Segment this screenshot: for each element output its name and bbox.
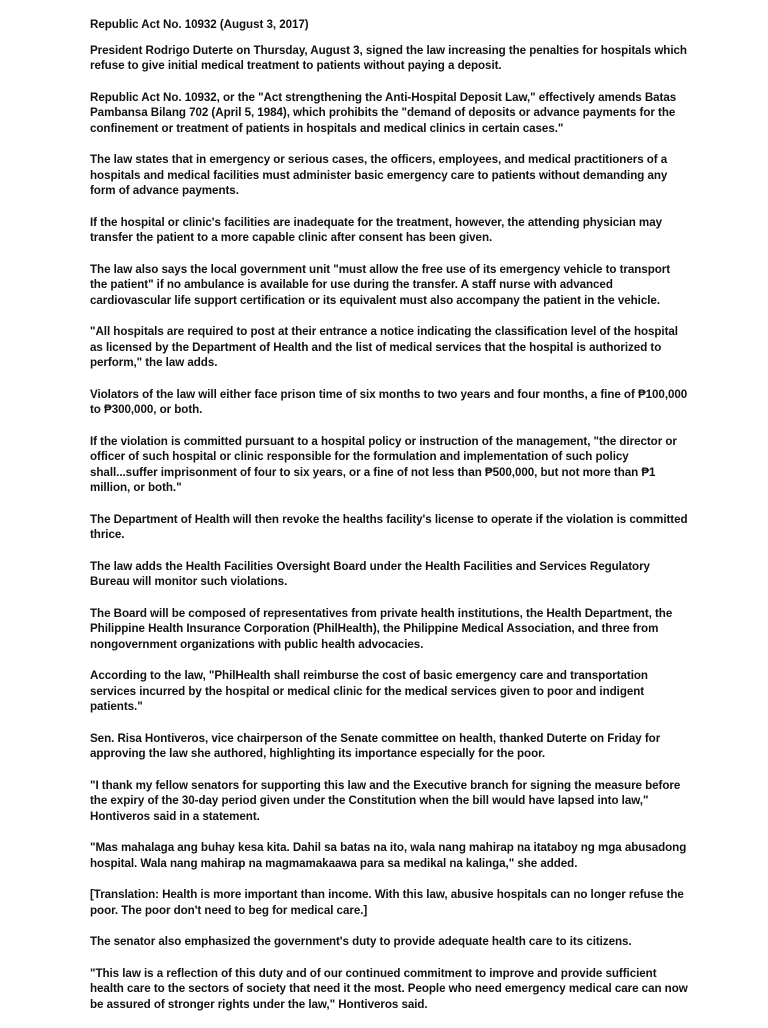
- paragraph-16: [Translation: Health is more important than income. With this law, abusive hospitals can no longer refuse the poor. The poor don't need to beg for medical care.]: [90, 888, 684, 917]
- paragraph-8: If the violation is committed pursuant to a hospital policy or instruction of the management, "the director or officer of such hospital or clinic responsible for the formulation and implementation of such policy shall...suffer imprisonment of four to six years, or a fine of not less than ₱500,000, but not more than ₱1 million, or both.": [90, 434, 677, 494]
- document-title: Republic Act No. 10932 (August 3, 2017): [90, 18, 309, 31]
- paragraph-17: The senator also emphasized the government's duty to provide adequate health care to its citizens.: [90, 935, 632, 948]
- paragraph-1: President Rodrigo Duterte on Thursday, August 3, signed the law increasing the penalties for hospitals which refuse to give initial medical treatment to patients without paying a deposit.: [90, 43, 687, 72]
- paragraph-13: Sen. Risa Hontiveros, vice chairperson of the Senate committee on health, thanked Duterte on Friday for approving the law she authored, highlighting its importance especially for the poor.: [90, 731, 661, 760]
- document-page: [90, 17, 690, 1028]
- paragraph-18: "This law is a reflection of this duty and of our continued commitment to improve and provide sufficient health care to the sectors of society that need it the most. People who need emergency medical care can now be assured of stronger rights under the law," Hontiveros said.: [90, 966, 688, 1011]
- paragraph-7: Violators of the law will either face prison time of six months to two years and four months, a fine of ₱100,000 to ₱300,000, or both.: [90, 387, 688, 416]
- paragraph-5: The law also says the local government unit "must allow the free use of its emergency vehicle to transport the patient" if no ambulance is available for use during the transfer. A staff nurse with advanced cardiovascular life support certification or its equivalent must also accompany the patient in the vehicle.: [90, 262, 671, 307]
- paragraph-11: The Board will be composed of representatives from private health institutions, the Health Department, the Philippine Health Insurance Corporation (PhilHealth), the Philippine Medical Association, and three from nongovernment organizations with public health advocacies.: [90, 606, 673, 651]
- paragraph-3: The law states that in emergency or serious cases, the officers, employees, and medical practitioners of a hospitals and medical facilities must administer basic emergency care to patients without demanding any form of advance payments.: [90, 153, 668, 197]
- paragraph-9: The Department of Health will then revoke the healths facility's license to operate if the violation is committed thrice.: [90, 512, 688, 541]
- paragraph-2: Republic Act No. 10932, or the "Act strengthening the Anti-Hospital Deposit Law," effectively amends Batas Pambansa Bilang 702 (April 5, 1984), which prohibits the "demand of deposits or advance payments for the confinement or treatment of patients in hospitals and medical clinics in certain cases.": [90, 90, 677, 135]
- paragraph-15: "Mas mahalaga ang buhay kesa kita. Dahil sa batas na ito, wala nang mahirap na itataboy ng mga abusadong hospital. Wala nang mahirap na magmamakaawa para sa medikal na kalinga," she added.: [90, 841, 687, 870]
- paragraph-6: "All hospitals are required to post at their entrance a notice indicating the classification level of the hospital as licensed by the Department of Health and the list of medical services that the hospital is authorized to perform," the law adds.: [90, 325, 678, 369]
- paragraph-14: "I thank my fellow senators for supporting this law and the Executive branch for signing the measure before the expiry of the 30-day period given under the Constitution when the bill would have lapsed into law," Hontiveros said in a statement.: [90, 778, 681, 823]
- paragraph-4: If the hospital or clinic's facilities are inadequate for the treatment, however, the attending physician may transfer the patient to a more capable clinic after consent has been given.: [90, 215, 662, 244]
- paragraph-10: The law adds the Health Facilities Oversight Board under the Health Facilities and Services Regulatory Bureau will monitor such violations.: [90, 559, 650, 588]
- paragraph-12: According to the law, "PhilHealth shall reimburse the cost of basic emergency care and transportation services incurred by the hospital or medical clinic for the medical services given to poor and indigent patients.": [90, 669, 648, 713]
